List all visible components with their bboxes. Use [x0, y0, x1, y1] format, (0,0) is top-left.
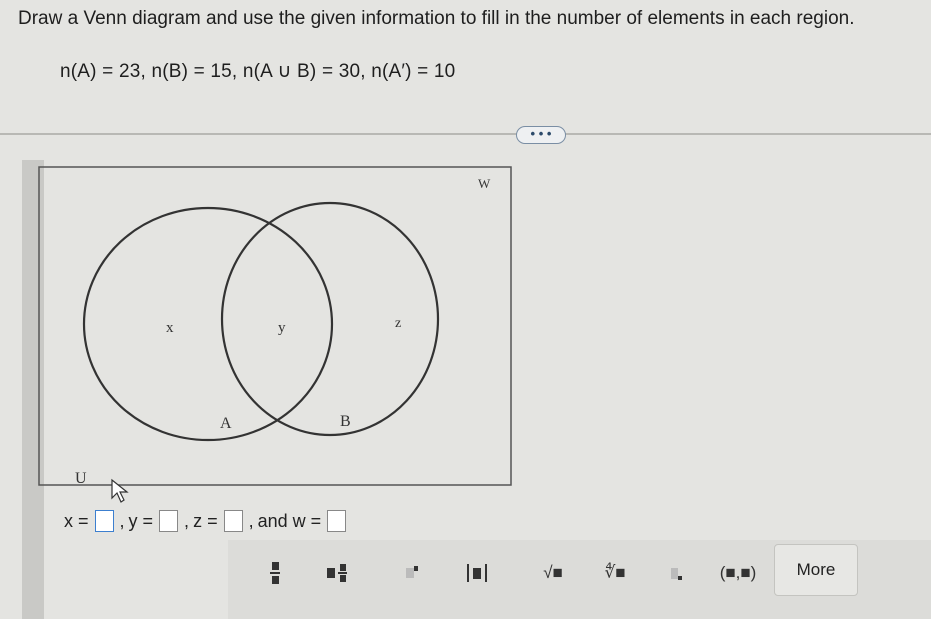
exponent-icon	[406, 568, 414, 578]
divider	[0, 133, 931, 135]
square-root-icon: √■	[543, 563, 563, 582]
label-u: U	[75, 470, 87, 487]
label-w: W	[478, 176, 491, 191]
venn-diagram	[38, 166, 514, 488]
x-input[interactable]	[95, 510, 114, 532]
label-z: z	[395, 316, 402, 331]
label-a: A	[220, 415, 232, 432]
nth-root-button[interactable]	[598, 554, 632, 592]
label-x: x	[166, 320, 174, 336]
label-b: B	[340, 413, 351, 430]
absolute-value-button[interactable]	[462, 554, 492, 592]
ordered-pair-icon: (■,■)	[719, 563, 757, 582]
absolute-value-icon	[467, 564, 469, 582]
mixed-number-icon	[327, 568, 335, 578]
universal-set-rectangle	[39, 167, 511, 485]
ordered-pair-button[interactable]	[716, 554, 760, 592]
circle-b	[222, 203, 438, 435]
label-y: y	[278, 320, 286, 336]
square-root-button[interactable]	[536, 554, 570, 592]
subscript-button[interactable]	[665, 554, 687, 592]
question-instruction: Draw a Venn diagram and use the given information to fill in the number of elements in each region.	[18, 8, 855, 29]
exponent-button[interactable]	[400, 554, 424, 592]
w-label: and w =	[257, 510, 322, 531]
expand-button[interactable]: • • •	[516, 126, 566, 144]
subscript-icon	[671, 568, 678, 579]
y-input[interactable]	[159, 510, 178, 532]
w-input[interactable]	[327, 510, 346, 532]
answer-row: x = , y = , z = , and w =	[64, 510, 348, 532]
circle-a	[84, 208, 332, 440]
z-label: z =	[193, 510, 218, 531]
x-label: x =	[64, 510, 89, 531]
fraction-icon	[272, 562, 279, 570]
given-information: n(A) = 23, n(B) = 15, n(A ∪ B) = 30, n(A′) = 10	[60, 61, 456, 82]
fraction-button[interactable]	[262, 554, 288, 592]
z-input[interactable]	[224, 510, 243, 532]
more-label: More	[796, 560, 836, 579]
mixed-number-button[interactable]	[318, 554, 356, 592]
mouse-cursor-icon	[110, 478, 134, 506]
nth-root-icon: ∜■	[604, 563, 626, 582]
y-label: y =	[128, 510, 154, 531]
more-button[interactable]	[774, 544, 858, 596]
